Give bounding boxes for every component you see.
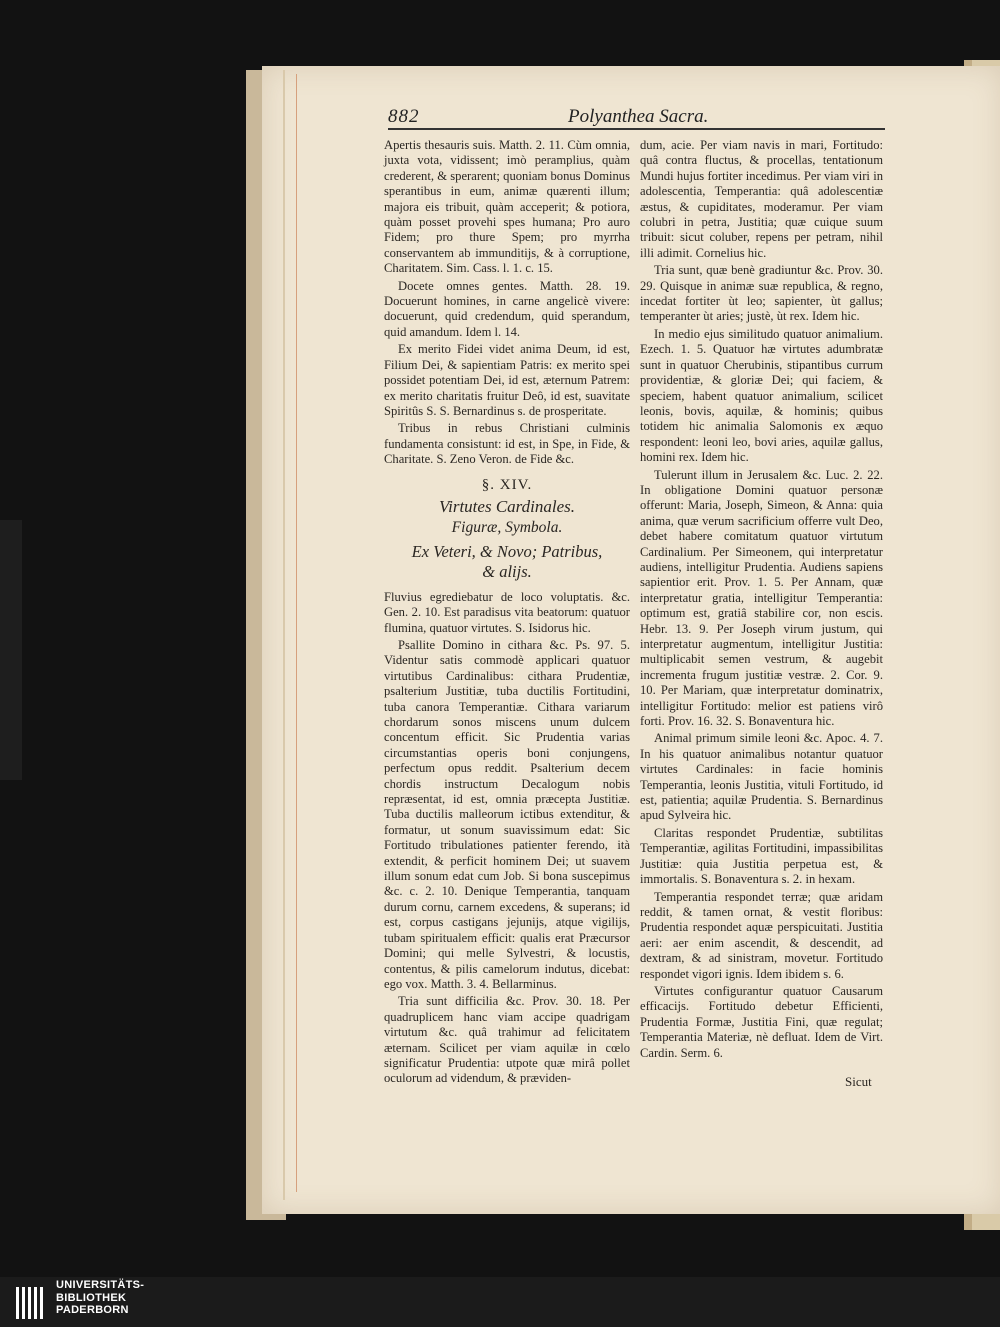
header-rule — [388, 128, 885, 130]
paragraph: Ex merito Fidei videt anima Deum, id est, Filium Dei, & sapientiam Patris: ex merito spei possidet potentiam Dei, id est, æternum Patrem: ex merito charitatis fruitur Deô, id est, suavitate Spiritûs S. S. Bernardinus s. de prosperitate. — [384, 342, 630, 418]
library-name-line2: BIBLIOTHEK — [56, 1291, 127, 1304]
paragraph: dum, acie. Per viam navis in mari, Fortitudo: quâ contra fluctus, & procellas, tentationum Mundi hujus fortiter incedimus. Per viam viri in adolescentia, Temperantia: quâ adolescentiæ æstus, & cupiditates, moderamur. Per viam colubri in petra, Justitia; quæ cuique suum tribuit: sicut coluber, repens per petram, nihil illi adimit. Cornelius hic. — [640, 138, 883, 260]
library-logo-icon — [14, 1283, 48, 1323]
paragraph: Tria sunt difficilia &c. Prov. 30. 18. Per quadruplicem hanc viam accipe quadrigam virtutum &c. quâ trahimur ad felicitatem æternam. Scilicet per viam aquilæ in cœlo significatur Prudentia: utpote quæ mirâ pollet oculorum ad videndum, & præviden- — [384, 994, 630, 1086]
section-sources — [384, 542, 630, 582]
library-name-line3: PADERBORN — [56, 1304, 129, 1316]
library-name-line1: UNIVERSITÄTS- — [56, 1279, 145, 1291]
paragraph: Virtutes configurantur quatuor Causarum efficacijs. Fortitudo debetur Efficienti, Prudentia Formæ, Justitia Fini, quæ regulat; Temperantia Materiæ, nè defluat. Idem de Virt. Cardin. Serm. 6. — [640, 983, 883, 1060]
paragraph: Fluvius egrediebatur de loco voluptatis. &c. Gen. 2. 10. Est paradisus vita beatorum: quatuor flumina, quatuor virtutes. S. Isidorus hic. — [384, 589, 630, 635]
paragraph: Temperantia respondet terræ; quæ aridam reddit, & tamen ornat, & vestit floribus: Prudentia respondet aquæ perspicuitati. Justitia aeri: aer enim ascendit, & descendit, ad dextram, & ad sinistram, movetur. Fortitudo respondet vigori ignis. Idem ibidem s. 6. — [640, 889, 883, 981]
paragraph: Tria sunt, quæ benè gradiuntur &c. Prov. 30. 29. Quisque in animæ suæ republica, & regno, incedat fortiter ùt leo; sapienter, ùt gallus; temperanter ùt aries; justè, ùt rex. Idem hic. — [640, 263, 883, 324]
library-name — [56, 1279, 144, 1317]
right-column — [640, 138, 883, 1061]
page-number: 882 — [388, 106, 420, 127]
section-title: Virtutes Cardinales. — [439, 496, 575, 516]
paragraph: Docete omnes gentes. Matth. 28. 19. Docuerunt homines, in carne angelicè vivere: docuerunt, quid credendum, quid sperandum, quid amandum. Idem l. 14. — [384, 278, 630, 339]
section-subtitle: Figuræ, Symbola. — [451, 519, 563, 537]
left-column — [384, 138, 630, 1087]
page-margin-rule — [296, 74, 297, 1192]
page-inner-edge — [283, 70, 285, 1200]
library-footer — [0, 1277, 1000, 1327]
paragraph: Tribus in rebus Christiani culminis fundamenta consistunt: id est, in Spe, in Fide, & Charitate. S. Zeno Veron. de Fide &c. — [384, 421, 630, 467]
paragraph: Claritas respondet Prudentiæ, subtilitas Temperantiæ, agilitas Fortitudini, impassibilitas Justitiæ: quia Justitia perpetua est, & immortalis. S. Bonaventura s. 2. in hexam. — [640, 825, 883, 887]
catchword: Sicut — [845, 1074, 872, 1089]
paragraph: Tulerunt illum in Jerusalem &c. Luc. 2. 22. In obligatione Domini quatuor personæ offerunt: Maria, Joseph, Simeon, & Anna: quia anima, quæ verum sacrificium offerre vult Deo, debet habere comitatum quatuor virtutum Cardinalium. Per Simeonem, qui interpretatur audiens, intelligitur Prudentia. Audiens sapiens sapientior erit. Prov. 1. 5. Per Annam, quæ interpretatur gratia, intelligitur Temperantia: optimum est, gratiâ stabilire cor, non escis. Hebr. 13. 9. Per Joseph virum justum, qui interpretatur augmentum, intelligitur Justitia: multiplicabit semen vestrum, & augebit incrementa frugum justitiæ vestræ. 2. Cor. 9. 10. Per Mariam, quæ interpretatur dominatrix, intelligitur Fortitudo: melior est patiens virô forti. Prov. 16. 32. S. Bonaventura hic. — [640, 467, 883, 729]
paragraph: Apertis thesauris suis. Matth. 2. 11. Cùm omnia, juxta vota, vidissent; imò peramplius, quàm crederent, & sperarent; quoniam bonus Dominus sperantibus in eum, animæ quærenti illum; majora eis tribuit, quàm acceperit; & potiora, quàm posset provehi spes humana; Pro auro Fidem; pro thure Spem; pro myrrha conservantem ab immunditijs, & à corruptione, Charitatem. Sim. Cass. l. 1. c. 15. — [384, 138, 630, 276]
section-number: §. XIV. — [481, 476, 533, 493]
book-page — [262, 66, 1000, 1214]
section-sources-line1: Ex Veteri, & Novo; Patribus, — [411, 541, 603, 561]
paragraph: In medio ejus similitudo quatuor animalium. Ezech. 1. 5. Quatuor hæ virtutes adumbratæ sunt in quatuor Cherubinis, stipantibus currum providentiæ, & gloriæ Dei; qui faciem, & speciem, habent quatuor animalium, scilicet leonis, bovis, aquilæ, & hominis; quibus totidem hic animalia Salomonis ex æquo respondent: leoni leo, bovi aries, aquilæ gallus, homini rex. Idem hic. — [640, 326, 883, 465]
running-title: Polyanthea Sacra. — [568, 106, 709, 127]
book-edge-strip — [0, 520, 22, 780]
section-sources-line2: & alijs. — [482, 561, 532, 581]
paragraph: Psallite Domino in cithara &c. Ps. 97. 5. Videntur satis commodè applicari quatuor virtutibus Cardinalibus: cithara Prudentiæ, psalterium Justitiæ, tuba ductilis Fortitudini, tuba canora Temperantiæ. Cithara variarum chordarum sonos miscens unum dulcem concentum efficit. Sic Prudentia varias circumstantias operis boni conjungens, perfectum opus reddit. Psalterium decem chordis instructum Decalogum nobis repræsentat, id est, omnia præcepta Justitiæ. Tuba ductilis malleorum ictibus extenditur, & formatur, ut sonum suavissimum edat: Sic Fortitudo tribulationes patienter ferendo, ità extendit, & perficit hominem Dei; ut suavem illum sonum edat cum Job. Si bona suscepimus &c. c. 2. 10. Denique Temperantia, tanquam durum cornu, carnem excedens, & superans; id est, corpus castigans jejunijs, atque vigilijs, tubam spiritualem efficit: qualis erat Præcursor Domini; qui melle Sylvestri, & locustis, contentus, & pilis camelorum indutus, dicebat: ego vox. Matth. 3. 4. Bellarminus. — [384, 637, 630, 991]
paragraph: Animal primum simile leoni &c. Apoc. 4. 7. In his quatuor animalibus notantur quatuor virtutes Cardinales: in facie hominis Temperantia, leonis Justitia, vituli Fortitudo, id est, patientia; aquilæ Prudentia. S. Bernardinus apud Sylveira hic. — [640, 731, 883, 823]
